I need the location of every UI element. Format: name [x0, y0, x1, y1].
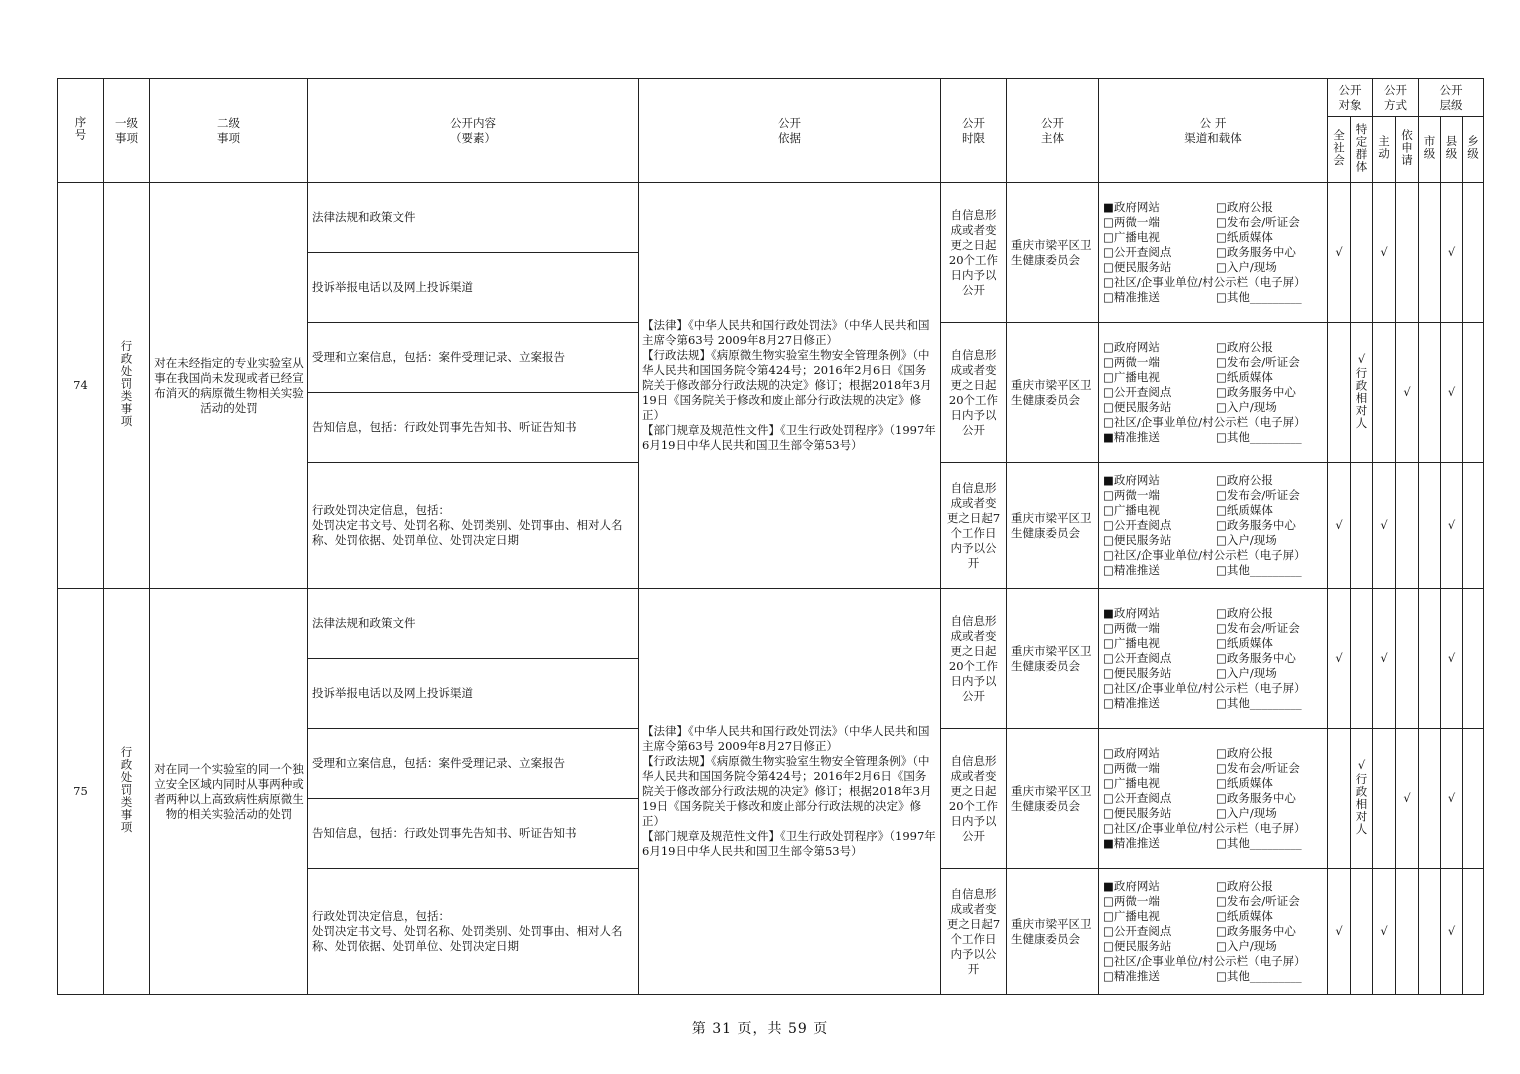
- check-township: [1463, 183, 1484, 323]
- content-cell: 受理和立案信息，包括：案件受理记录、立案报告: [308, 729, 639, 799]
- check-all-society: √: [1328, 869, 1351, 995]
- check-on-request: [1396, 869, 1419, 995]
- check-active: √: [1373, 589, 1396, 729]
- header-level1: 一级事项: [104, 79, 150, 183]
- subject-cell: 重庆市梁平区卫生健康委员会: [1007, 323, 1099, 463]
- check-city: [1419, 183, 1441, 323]
- content-cell: 投诉举报电话以及网上投诉渠道: [308, 253, 639, 323]
- subject-cell: 重庆市梁平区卫生健康委员会: [1007, 183, 1099, 323]
- check-city: [1419, 729, 1441, 869]
- content-cell: 法律法规和政策文件: [308, 589, 639, 659]
- check-all-society: [1328, 323, 1351, 463]
- subject-cell: 重庆市梁平区卫生健康委员会: [1007, 729, 1099, 869]
- check-county: √: [1441, 729, 1463, 869]
- check-active: √: [1373, 183, 1396, 323]
- basis-cell: 【法律】《中华人民共和国行政处罚法》（中华人民共和国主席令第63号 2009年8月27日修正） 【行政法规】《病原微生物实验室生物安全管理条例》（中华人民共和国国务院令第424号；2016年2月6日《国务院关于修改部分行政法规的决定》修订；根据2018年3月19日《国务院关于修改和废止部分行政法规的决定》修正） 【部门规章及规范性文件】《卫生行政处罚程序》（1997年6月19日中华人民共和国卫生部令第53号）: [639, 183, 941, 589]
- header-county: 县级: [1441, 117, 1463, 183]
- check-specific-group: [1351, 869, 1373, 995]
- time-cell: 自信息形成或者变更之日起7个工作日内予以公开: [941, 463, 1007, 589]
- check-township: [1463, 323, 1484, 463]
- table-row: [58, 183, 1484, 253]
- header-row: [58, 79, 1484, 117]
- disclosure-table: [57, 78, 1484, 995]
- content-cell: 告知信息，包括：行政处罚事先告知书、听证告知书: [308, 799, 639, 869]
- row-level2: 对在未经指定的专业实验室从事在我国尚未发现或者已经宣布消灭的病原微生物相关实验活动的处罚: [150, 183, 308, 589]
- header-township: 乡级: [1463, 117, 1484, 183]
- channel-cell: ■政府网站 □政府公报 □两微一端 □发布会/听证会 □广播电视 □纸质媒体 □公开查阅点 □政务服务中心 □便民服务站 □入户/现场 □社区/企事业单位/村公示栏（电子屏） □精准推送 □其他_________: [1099, 183, 1328, 323]
- check-city: [1419, 463, 1441, 589]
- check-all-society: [1328, 729, 1351, 869]
- check-active: [1373, 323, 1396, 463]
- header-basis: 公开 依据: [639, 79, 941, 183]
- check-county: √: [1441, 869, 1463, 995]
- check-active: [1373, 729, 1396, 869]
- header-subject: 公开 主体: [1007, 79, 1099, 183]
- header-time: 公开 时限: [941, 79, 1007, 183]
- subject-cell: 重庆市梁平区卫生健康委员会: [1007, 589, 1099, 729]
- content-cell: 受理和立案信息，包括：案件受理记录、立案报告: [308, 323, 639, 393]
- time-cell: 自信息形成或者变更之日起20个工作日内予以公开: [941, 729, 1007, 869]
- time-cell: 自信息形成或者变更之日起20个工作日内予以公开: [941, 589, 1007, 729]
- header-channel: 公 开 渠道和载体: [1099, 79, 1328, 183]
- check-county: √: [1441, 183, 1463, 323]
- channel-cell: □政府网站 □政府公报 □两微一端 □发布会/听证会 □广播电视 □纸质媒体 □公开查阅点 □政务服务中心 □便民服务站 □入户/现场 □社区/企事业单位/村公示栏（电子屏） ■精准推送 □其他_________: [1099, 729, 1328, 869]
- header-mode: 公开 方式: [1373, 79, 1419, 117]
- check-on-request: √: [1396, 323, 1419, 463]
- page-footer: 第 31 页，共 59 页: [691, 1021, 829, 1037]
- channel-cell: ■政府网站 □政府公报 □两微一端 □发布会/听证会 □广播电视 □纸质媒体 □公开查阅点 □政务服务中心 □便民服务站 □入户/现场 □社区/企事业单位/村公示栏（电子屏） □精准推送 □其他_________: [1099, 869, 1328, 995]
- check-county: √: [1441, 589, 1463, 729]
- check-specific-group: [1351, 589, 1373, 729]
- check-all-society: √: [1328, 463, 1351, 589]
- basis-cell: 【法律】《中华人民共和国行政处罚法》（中华人民共和国主席令第63号 2009年8月27日修正） 【行政法规】《病原微生物实验室生物安全管理条例》（中华人民共和国国务院令第424号；2016年2月6日《国务院关于修改部分行政法规的决定》修订；根据2018年3月19日《国务院关于修改和废止部分行政法规的决定》修正） 【部门规章及规范性文件】《卫生行政处罚程序》（1997年6月19日中华人民共和国卫生部令第53号）: [639, 589, 941, 995]
- row-level1: 行政处罚类事项: [104, 183, 150, 589]
- table-row: [58, 589, 1484, 659]
- header-on-request: 依申请: [1396, 117, 1419, 183]
- check-specific-group: [1351, 463, 1373, 589]
- check-city: [1419, 589, 1441, 729]
- header-seq: 序号: [58, 79, 104, 183]
- header-all-society: 全社会: [1328, 117, 1351, 183]
- check-specific-group: [1351, 183, 1373, 323]
- time-cell: 自信息形成或者变更之日起7个工作日内予以公开: [941, 869, 1007, 995]
- header-target: 公开 对象: [1328, 79, 1373, 117]
- check-township: [1463, 869, 1484, 995]
- content-cell: 法律法规和政策文件: [308, 183, 639, 253]
- channel-cell: ■政府网站 □政府公报 □两微一端 □发布会/听证会 □广播电视 □纸质媒体 □公开查阅点 □政务服务中心 □便民服务站 □入户/现场 □社区/企事业单位/村公示栏（电子屏） □精准推送 □其他_________: [1099, 463, 1328, 589]
- header-active: 主动: [1373, 117, 1396, 183]
- content-cell: 告知信息，包括：行政处罚事先告知书、听证告知书: [308, 393, 639, 463]
- header-content: 公开内容 （要素）: [308, 79, 639, 183]
- header-city: 市级: [1419, 117, 1441, 183]
- check-specific-group: √行政相对人: [1351, 729, 1373, 869]
- header-level2: 二级事项: [150, 79, 308, 183]
- check-on-request: [1396, 183, 1419, 323]
- check-township: [1463, 463, 1484, 589]
- check-township: [1463, 729, 1484, 869]
- header-specific-group: 特定群体: [1351, 117, 1373, 183]
- check-all-society: √: [1328, 589, 1351, 729]
- check-county: √: [1441, 463, 1463, 589]
- row-seq: 74: [58, 183, 104, 589]
- header-tier: 公开 层级: [1419, 79, 1484, 117]
- time-cell: 自信息形成或者变更之日起20个工作日内予以公开: [941, 183, 1007, 323]
- check-active: √: [1373, 869, 1396, 995]
- content-cell: 投诉举报电话以及网上投诉渠道: [308, 659, 639, 729]
- check-county: √: [1441, 323, 1463, 463]
- check-township: [1463, 589, 1484, 729]
- time-cell: 自信息形成或者变更之日起20个工作日内予以公开: [941, 323, 1007, 463]
- subject-cell: 重庆市梁平区卫生健康委员会: [1007, 463, 1099, 589]
- content-cell: 行政处罚决定信息，包括： 处罚决定书文号、处罚名称、处罚类别、处罚事由、相对人名称、处罚依据、处罚单位、处罚决定日期: [308, 463, 639, 589]
- check-on-request: [1396, 589, 1419, 729]
- row-level2: 对在同一个实验室的同一个独立安全区域内同时从事两种或者两种以上高致病性病原微生物的相关实验活动的处罚: [150, 589, 308, 995]
- check-all-society: √: [1328, 183, 1351, 323]
- check-city: [1419, 323, 1441, 463]
- channel-cell: ■政府网站 □政府公报 □两微一端 □发布会/听证会 □广播电视 □纸质媒体 □公开查阅点 □政务服务中心 □便民服务站 □入户/现场 □社区/企事业单位/村公示栏（电子屏） □精准推送 □其他_________: [1099, 589, 1328, 729]
- check-on-request: √: [1396, 729, 1419, 869]
- check-on-request: [1396, 463, 1419, 589]
- check-active: √: [1373, 463, 1396, 589]
- row-level1: 行政处罚类事项: [104, 589, 150, 995]
- row-seq: 75: [58, 589, 104, 995]
- check-city: [1419, 869, 1441, 995]
- check-specific-group: √行政相对人: [1351, 323, 1373, 463]
- channel-cell: □政府网站 □政府公报 □两微一端 □发布会/听证会 □广播电视 □纸质媒体 □公开查阅点 □政务服务中心 □便民服务站 □入户/现场 □社区/企事业单位/村公示栏（电子屏） ■精准推送 □其他_________: [1099, 323, 1328, 463]
- content-cell: 行政处罚决定信息，包括： 处罚决定书文号、处罚名称、处罚类别、处罚事由、相对人名称、处罚依据、处罚单位、处罚决定日期: [308, 869, 639, 995]
- subject-cell: 重庆市梁平区卫生健康委员会: [1007, 869, 1099, 995]
